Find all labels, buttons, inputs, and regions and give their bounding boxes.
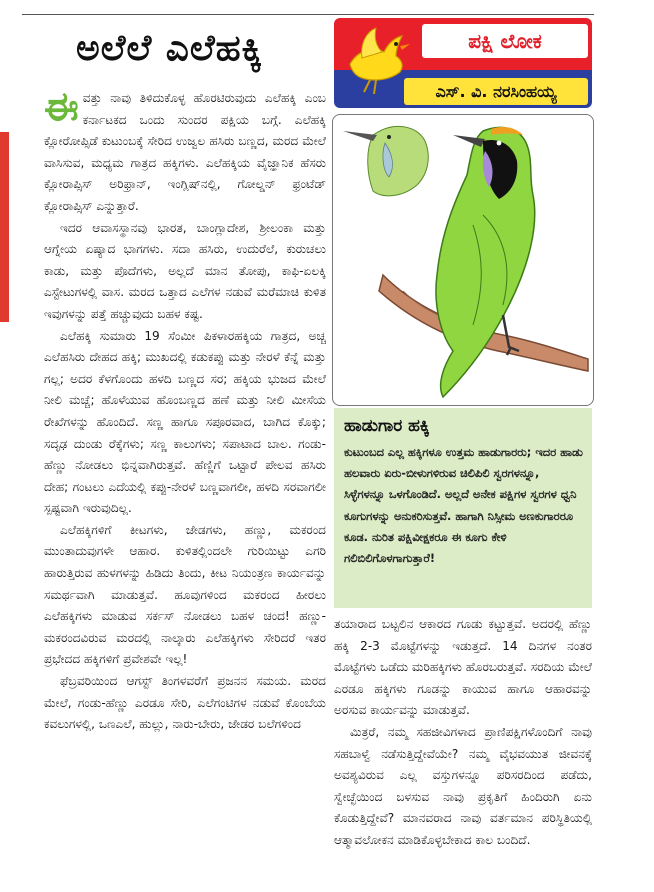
sidebar-title: ಹಾಡುಗಾರ ಹಕ್ಕಿ (344, 416, 430, 436)
paragraph-2: ಇದರ ಆವಾಸಸ್ಥಾನವು ಭಾರತ, ಬಾಂಗ್ಲಾದೇಶ, ಶ್ರೀಲಂಕಾ ಮತ್ತು ಆಗ್ನೇಯ ಏಷ್ಯಾದ ಭಾಗಗಳು. ಸದಾ ಹಸಿರು, ಉದುರೆಲೆ, ಕುರುಚಲು ಕಾಡು, ಮತ್ತು ಪೊದೆಗಳು, ಅಲ್ಲದೆ ಮಾನ ತೋಪು, ಕಾಫಿ-ಏಲಕ್ಕಿ ಎಸ್ಟೇಟುಗಳಲ್ಲಿ ವಾಸ. ಮರದ ಒತ್ತಾದ ಎಲೆಗಳ ನಡುವೆ ಮರೆಮಾಚಿ ಕುಳಿತ ಇವುಗಳನ್ನು ಪತ್ತೆ ಹಚ್ಚುವುದು ಬಹಳ ಕಷ್ಟ. (44, 220, 326, 321)
right-column (334, 614, 592, 852)
bird-drawing (333, 115, 593, 405)
paragraph-3: ಎಲೆಹಕ್ಕಿ ಸುಮಾರು 19 ಸೆಂಮೀ ಪಿಕಳಾರಹಕ್ಕಿಯ ಗಾತ್ರದ, ಅಚ್ಚ ಎಲೆಹಸಿರು ದೇಹದ ಹಕ್ಕಿ; ಮುಖದಲ್ಲಿ ಕಡುಕಪ್ಪು ಮತ್ತು ನೇರಳೆ ಕೆನ್ನೆ ಮತ್ತು ಗಲ್ಲ; ಅದರ ಕೆಳಗೊಂದು ಹಳದಿ ಬಣ್ಣದ ಸರ; ಹಕ್ಕಿಯ ಭುಜದ ಮೇಲೆ ನೀಲಿ ಮಚ್ಚೆ; ಹೊಳೆಯುವ ಹೊಂಬಣ್ಣದ ಹಣೆ ಮತ್ತು ನೀಲಿ ಮೀಸೆಯ ರೇಖೆಗಳನ್ನು ಹೊಂದಿದೆ. ಸಣ್ಣ ಹಾಗೂ ಸಪೂರವಾದ, ಬಾಗಿದ ಕೊಕ್ಕು; ಸದೃಢ ದುಂಡು ರೆಕ್ಕೆಗಳು; ಸಣ್ಣ ಕಾಲುಗಳು; ಸಪಾಟಾದ ಬಾಲ. ಗಂಡು-ಹೆಣ್ಣು ನೋಡಲು ಭಿನ್ನವಾಗಿರುತ್ತವೆ. ಹೆಣ್ಣಿಗೆ ಒಟ್ಟಾರೆ ಪೇಲವ ಹಸಿರು ದೇಹ; ಗಂಟಲು ಎದೆಯಲ್ಲಿ ಕಪ್ಪು-ನೇರಳೆ ಬಣ್ಣವಾಗಲೀ, ಹಳದಿ ಸರವಾಗಲೀ ಸ್ಪಷ್ಟವಾಗಿ ಇರುವುದಿಲ್ಲ. (44, 328, 326, 516)
sidebar-text: ಕುಟುಂಬದ ಎಲ್ಲ ಹಕ್ಕಿಗಳೂ ಉತ್ತಮ ಹಾಡುಗಾರರು; ಇದರ ಹಾಡು ಹಲವಾರು ಏರು-ಬೀಳುಗಳಿರುವ ಚಿಲಿಪಿಲಿ ಸ್ವರಗಳನ್ನೂ, ಸಿಳ್ಳೆಗಳನ್ನೂ ಒಳಗೊಂಡಿದೆ. ಅಲ್ಲದೆ ಅನೇಕ ಪಕ್ಷಿಗಳ ಸ್ವರಗಳ ಧ್ವನಿ ಕೂಗುಗಳನ್ನು ಅನುಕರಿಸುತ್ತವೆ. ಹಾಗಾಗಿ ನಿಸ್ಸೀಮ ಅಣಕುಗಾರರೂ ಕೂಡ. ನುರಿತ ಪಕ್ಷಿವೀಕ್ಷಕರೂ ಈ ಕೂಗು ಕೇಳಿ ಗಲಿಬಿಲಿಗೊಳಗಾಗುತ್ತಾರೆ! (344, 445, 583, 566)
bird-illustration (332, 114, 594, 406)
paragraph-5: ಫೆಬ್ರವರಿಯಿಂದ ಆಗಸ್ಟ್ ತಿಂಗಳವರೆಗೆ ಪ್ರಜನನ ಸಮಯ. ಮರದ ಮೇಲೆ, ಗಂಡು-ಹೆಣ್ಣು ಎರಡೂ ಸೇರಿ, ಎಲೆಗಂಟಿಗಳ ನಡುವೆ ಕೊಂಬೆಯ ಕವಲುಗಳಲ್ಲಿ, ಒಣಎಲೆ, ಹುಲ್ಲು, ನಾರು-ಬೇರು, ಜೇಡರ ಬಲೆಗಳಿಂದ (44, 674, 326, 732)
article-title: ಅಲೆಲೆ ಎಲೆಹಕ್ಕಿ (76, 28, 263, 69)
paragraph-1: ಈವತ್ತು ನಾವು ತಿಳಿದುಕೊಳ್ಳ ಹೊರಟಿರುವುದು ಎಲೆಹಕ್ಕಿ ಎಂಬ ಕರ್ನಾಟಕದ ಒಂದು ಸುಂದರ ಪಕ್ಷಿಯ ಬಗ್ಗೆ. ಎಲೆಹಕ್ಕಿ ಕ್ಲೋರೋಪ್ಸಿಡೆ ಕುಟುಂಬಕ್ಕೆ ಸೇರಿದ ಉಜ್ವಲ ಹಸಿರು ಬಣ್ಣದ, ಮರದ ಮೇಲೆ ವಾಸಿಸುವ, ಮಧ್ಯಮ ಗಾತ್ರದ ಹಕ್ಕಿಗಳು. ಎಲೆಹಕ್ಕಿಯ ವೈಜ್ಞಾನಿಕ ಹೆಸರು ಕ್ಲೋರಾಪ್ಸಿಸ್ ಅರಿಫ್ರಾನ್, ಇಂಗ್ಲಿಷ್‌ನಲ್ಲಿ, ಗೋಲ್ಡನ್ ಫ್ರಂಟೆಡ್ ಕ್ಲೋರಾಪ್ಸಿಸ್ ಎನ್ನುತ್ತಾರೆ. (44, 84, 326, 213)
sidebar-box (334, 408, 592, 608)
paragraph-6: ತಯಾರಾದ ಬಟ್ಟಲಿನ ಆಕಾರದ ಗೂಡು ಕಟ್ಟುತ್ತವೆ. ಅದರಲ್ಲಿ ಹೆಣ್ಣು ಹಕ್ಕಿ 2-3 ಮೊಟ್ಟೆಗಳನ್ನು ಇಡುತ್ತದೆ. 14 ದಿನಗಳ ನಂತರ ಮೊಟ್ಟೆಗಳು ಒಡೆದು ಮರಿಹಕ್ಕಿಗಳು ಹೊರಬರುತ್ತವೆ. ಸರದಿಯ ಮೇಲೆ ಎರಡೂ ಹಕ್ಕಿಗಳು ಗೂಡನ್ನು ಕಾಯುವ ಹಾಗೂ ಆಹಾರವನ್ನು ಅರಸುವ ಕಾರ್ಯವನ್ನು ಮಾಡುತ್ತವೆ. (334, 617, 592, 718)
author-name: ಎಸ್. ವಿ. ನರಸಿಂಹಯ್ಯ (404, 78, 588, 105)
top-rule (22, 14, 594, 15)
paragraph-4: ಎಲೆಹಕ್ಕಿಗಳಿಗೆ ಕೀಟಗಳು, ಜೇಡಗಳು, ಹಣ್ಣು, ಮಕರಂದ ಮುಂತಾದುವುಗಳೇ ಆಹಾರ. ಕುಳಿತಲ್ಲಿಂದಲೇ ಗುರಿಯಿಟ್ಟು ಎಗರಿ ಹಾರುತ್ತಿರುವ ಹುಳಗಳನ್ನು ಹಿಡಿದು ತಿಂದು, ಕೀಟ ನಿಯಂತ್ರಣ ಕಾರ್ಯವನ್ನು ಸಮರ್ಥವಾಗಿ ಮಾಡುತ್ತವೆ. ಹೂವುಗಳಿಂದ ಮಕರಂದ ಹೀರಲು ಎಲೆಹಕ್ಕಿಗಳು ಮಾಡುವ ಸರ್ಕಸ್ ನೋಡಲು ಬಹಳ ಚಂದ! ಹಣ್ಣು-ಮಕರಂದವಿರುವ ಮರದಲ್ಲಿ ನಾಲ್ಕಾರು ಎಲೆಹಕ್ಕಿಗಳು ಸೇರಿದರೆ ಇತರ ಪ್ರಭೇದದ ಹಕ್ಕಿಗಳಿಗೆ ಪ್ರವೇಶವೇ ಇಲ್ಲ! (44, 522, 326, 667)
left-column (44, 84, 326, 736)
column-header (334, 18, 592, 108)
page-edge-tab (0, 132, 9, 322)
column-name: ಪಕ್ಷಿ ಲೋಕ (422, 24, 588, 58)
drop-cap: ಈ (44, 84, 79, 130)
paragraph-7: ಮಿತ್ರರೆ, ನಮ್ಮ ಸಹಜೀವಿಗಳಾದ ಪ್ರಾಣಿಪಕ್ಷಿಗಳೊಂದಿಗೆ ನಾವು ಸಹಬಾಳ್ವೆ ನಡೆಸುತ್ತಿದ್ದೇವೆಯೇ? ನಮ್ಮ ವೈಭವಯುತ ಜೀವನಕ್ಕೆ ಅವಶ್ಯವಿರುವ ಎಲ್ಲ ವಸ್ತುಗಳನ್ನೂ ಪರಿಸರದಿಂದ ಪಡೆದು, ಸ್ವೇಚ್ಛೆಯಿಂದ ಬಳಸುವ ನಾವು ಪ್ರಕೃತಿಗೆ ಹಿಂದಿರುಗಿ ಏನು ಕೊಡುತ್ತಿದ್ದೇವೆ? ಮಾನವರಾದ ನಾವು ವರ್ತಮಾನ ಪರಿಸ್ಥಿತಿಯಲ್ಲಿ ಆತ್ಮಾವಲೋಕನ ಮಾಡಿಕೊಳ್ಳಬೇಕಾದ ಕಾಲ ಬಂದಿದೆ. (334, 724, 592, 847)
bird-logo-icon (340, 24, 414, 100)
